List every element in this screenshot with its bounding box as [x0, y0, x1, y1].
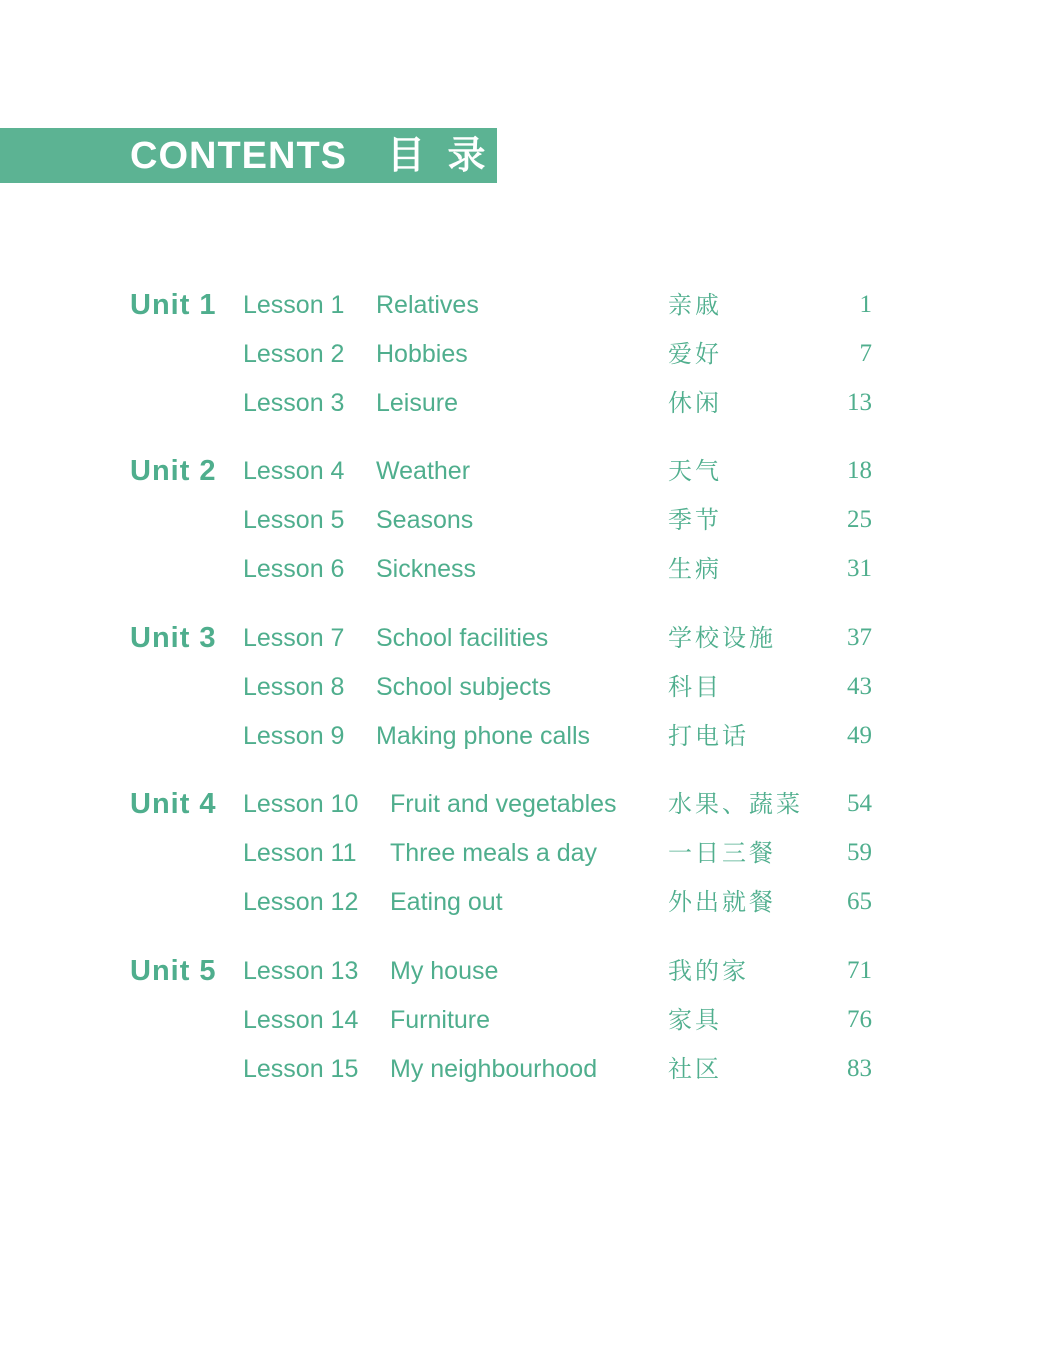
toc-entry[interactable]: [0, 285, 1050, 325]
toc-entry[interactable]: [0, 1000, 1050, 1040]
lesson-number: Lesson 1: [243, 291, 345, 319]
unit-label: Unit 5: [130, 955, 217, 987]
lesson-title-en: My house: [390, 957, 499, 985]
page-number: 59: [847, 839, 872, 866]
toc-entry[interactable]: [0, 618, 1050, 658]
toc-entry[interactable]: [0, 549, 1050, 589]
page-number: 37: [847, 624, 872, 651]
lesson-number: Lesson 7: [243, 624, 345, 652]
page-number: 13: [847, 389, 872, 416]
lesson-number: Lesson 14: [243, 1006, 359, 1034]
toc-entry[interactable]: [0, 451, 1050, 491]
lesson-title-en: School subjects: [376, 673, 552, 701]
toc-entry[interactable]: [0, 784, 1050, 824]
lesson-title-en: Weather: [376, 457, 471, 485]
lesson-title-cn: 爱好: [668, 340, 722, 368]
page-number: 1: [859, 291, 872, 318]
title-en: CONTENTS: [130, 135, 347, 177]
lesson-title-cn: 科目: [668, 673, 722, 701]
toc-entry[interactable]: [0, 833, 1050, 873]
lesson-title-en: Fruit and vegetables: [390, 790, 617, 818]
lesson-title-cn: 生病: [668, 555, 722, 583]
page-number: 71: [847, 957, 872, 984]
toc-entry[interactable]: [0, 716, 1050, 756]
lesson-number: Lesson 10: [243, 790, 359, 818]
page-number: 83: [847, 1055, 872, 1082]
lesson-title-en: My neighbourhood: [390, 1055, 598, 1083]
page-number: 7: [859, 340, 872, 367]
toc-entry[interactable]: [0, 951, 1050, 991]
page-number: 31: [847, 555, 872, 582]
lesson-number: Lesson 15: [243, 1055, 359, 1083]
unit-label: Unit 3: [130, 622, 217, 654]
lesson-title-cn: 学校设施: [668, 624, 776, 652]
page-number: 18: [847, 457, 872, 484]
lesson-number: Lesson 11: [243, 839, 357, 867]
page-number: 25: [847, 506, 872, 533]
lesson-title-cn: 亲戚: [668, 291, 722, 319]
lesson-number: Lesson 12: [243, 888, 359, 916]
lesson-title-cn: 外出就餐: [668, 888, 776, 916]
toc-entry[interactable]: [0, 667, 1050, 707]
lesson-title-en: Leisure: [376, 389, 458, 417]
lesson-title-cn: 打电话: [668, 722, 749, 750]
unit-label: Unit 4: [130, 788, 217, 820]
toc-entry[interactable]: [0, 383, 1050, 423]
title-cn: 目 录: [387, 135, 492, 177]
lesson-title-cn: 休闲: [668, 389, 722, 417]
lesson-number: Lesson 8: [243, 673, 345, 701]
page-number: 76: [847, 1006, 872, 1033]
lesson-title-en: Three meals a day: [390, 839, 598, 867]
lesson-title-cn: 水果、蔬菜: [668, 790, 803, 818]
lesson-number: Lesson 2: [243, 340, 345, 368]
lesson-title-en: School facilities: [376, 624, 549, 652]
lesson-number: Lesson 9: [243, 722, 345, 750]
lesson-title-en: Sickness: [376, 555, 477, 583]
lesson-title-en: Furniture: [390, 1006, 491, 1034]
unit-label: Unit 1: [130, 289, 217, 321]
lesson-title-cn: 季节: [668, 506, 722, 534]
page-number: 49: [847, 722, 872, 749]
page-title: [130, 128, 492, 183]
lesson-title-cn: 家具: [668, 1006, 722, 1034]
lesson-title-cn: 一日三餐: [668, 839, 776, 867]
lesson-title-en: Relatives: [376, 291, 479, 319]
lesson-number: Lesson 5: [243, 506, 345, 534]
lesson-title-cn: 社区: [668, 1055, 722, 1083]
lesson-title-en: Making phone calls: [376, 722, 591, 750]
toc-entry[interactable]: [0, 882, 1050, 922]
page-number: 54: [847, 790, 872, 817]
lesson-number: Lesson 4: [243, 457, 345, 485]
page-number: 65: [847, 888, 872, 915]
toc-entry[interactable]: [0, 500, 1050, 540]
lesson-title-en: Hobbies: [376, 340, 468, 368]
lesson-number: Lesson 6: [243, 555, 345, 583]
toc-entry[interactable]: [0, 1049, 1050, 1089]
lesson-title-en: Seasons: [376, 506, 474, 534]
lesson-number: Lesson 3: [243, 389, 345, 417]
lesson-title-cn: 天气: [668, 457, 722, 485]
lesson-number: Lesson 13: [243, 957, 359, 985]
toc-entry[interactable]: [0, 334, 1050, 374]
lesson-title-en: Eating out: [390, 888, 503, 916]
unit-label: Unit 2: [130, 455, 217, 487]
lesson-title-cn: 我的家: [668, 957, 749, 985]
page-number: 43: [847, 673, 872, 700]
